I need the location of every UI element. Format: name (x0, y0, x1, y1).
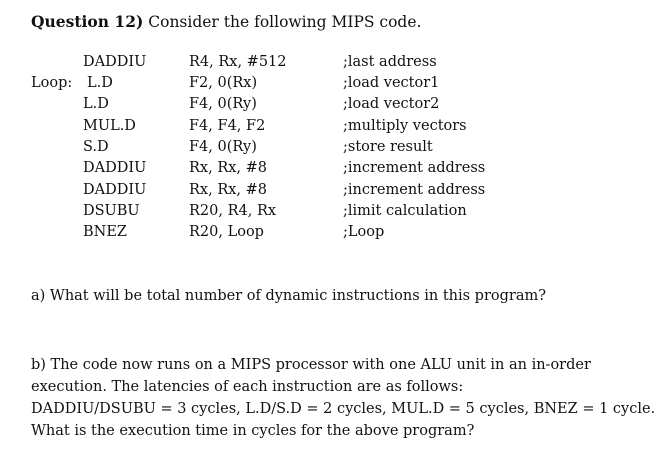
code-line (0, 139, 655, 160)
code-line (0, 224, 655, 245)
code-operands: R20, Loop (189, 224, 264, 240)
part-b-latencies: DADDIU/DSUBU = 3 cycles, L.D/S.D = 2 cycles, MUL.D = 5 cycles, BNEZ = 1 cycle. (31, 401, 655, 417)
question-number: Question 12) (31, 12, 144, 31)
code-operands: F4, F4, F2 (189, 118, 266, 134)
code-opcode: L.D (83, 96, 109, 112)
code-operands: Rx, Rx, #8 (189, 160, 268, 176)
code-opcode: DSUBU (83, 203, 140, 219)
code-label: Loop: (31, 75, 73, 91)
code-comment: ;limit calculation (343, 203, 467, 219)
code-opcode: DADDIU (83, 160, 147, 176)
code-operands: F4, 0(Ry) (189, 96, 257, 112)
part-b-line: b) The code now runs on a MIPS processor with one ALU unit in an in-order (31, 357, 591, 373)
code-opcode: DADDIU (83, 54, 147, 70)
code-operands: F2, 0(Rx) (189, 75, 258, 91)
code-opcode: MUL.D (83, 118, 136, 134)
code-comment: ;increment address (343, 182, 486, 198)
code-opcode: L.D (87, 75, 113, 91)
question-prompt: Consider the following MIPS code. (143, 13, 422, 31)
code-line (0, 118, 655, 139)
code-operands: Rx, Rx, #8 (189, 182, 268, 198)
code-opcode: BNEZ (83, 224, 128, 240)
code-comment: ;load vector1 (343, 75, 440, 91)
part-b-question (31, 354, 655, 442)
code-line (0, 54, 655, 75)
code-line (0, 75, 655, 96)
code-line (0, 203, 655, 224)
code-comment: ;multiply vectors (343, 118, 467, 134)
code-operands: R4, Rx, #512 (189, 54, 287, 70)
code-line (0, 160, 655, 181)
code-operands: R20, R4, Rx (189, 203, 277, 219)
code-comment: ;load vector2 (343, 96, 440, 112)
code-line (0, 182, 655, 203)
question-title (31, 12, 421, 31)
code-comment: ;last address (343, 54, 437, 70)
part-b-line: execution. The latencies of each instruction are as follows: (31, 379, 464, 395)
code-comment: ;increment address (343, 160, 486, 176)
code-comment: ;store result (343, 139, 433, 155)
code-opcode: S.D (83, 139, 109, 155)
code-operands: F4, 0(Ry) (189, 139, 257, 155)
code-comment: ;Loop (343, 224, 385, 240)
part-a-question: a) What will be total number of dynamic instructions in this program? (31, 288, 547, 304)
code-line (0, 96, 655, 117)
part-b-line: What is the execution time in cycles for the above program? (31, 423, 475, 439)
code-opcode: DADDIU (83, 182, 147, 198)
